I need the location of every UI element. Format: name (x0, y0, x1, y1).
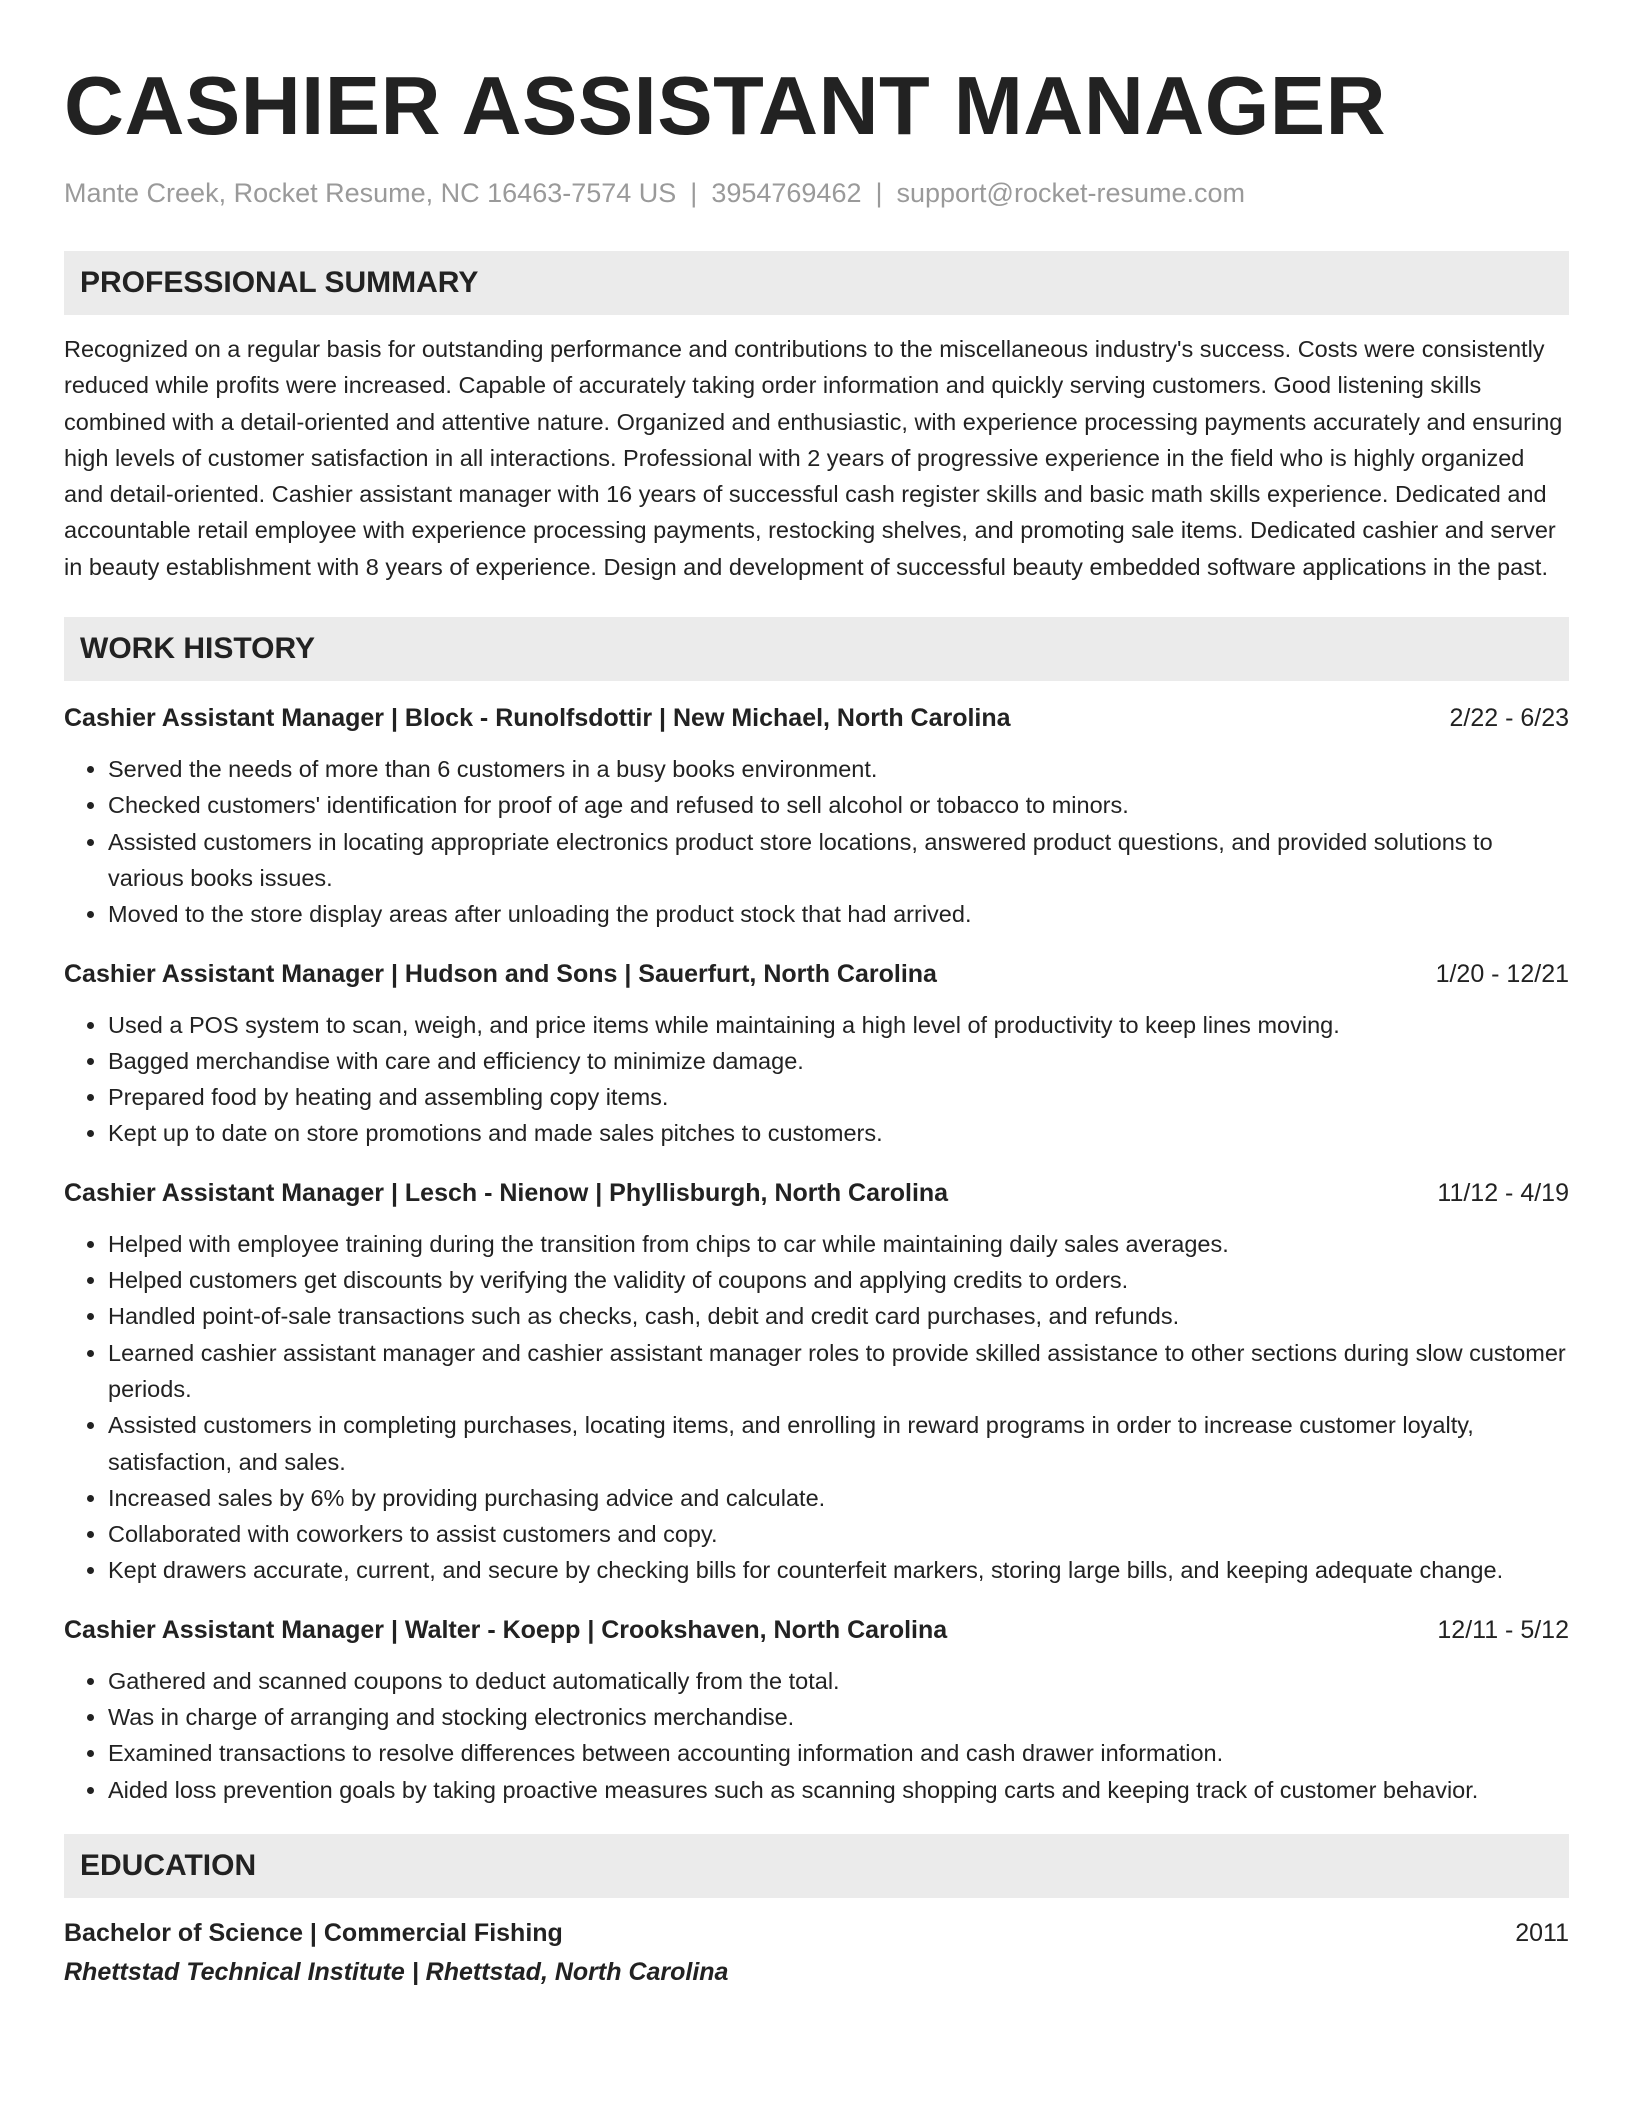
job-bullet: • Prepared food by heating and assembling copy items. (108, 1079, 1569, 1115)
summary-text: Recognized on a regular basis for outstanding performance and contributions to the miscellaneous industry's success. Costs were consistently reduced while profits were increased. Capable of accurately taking order information and quickly serving customers. Good listening skills combined with a detail-oriented and attentive nature. Organized and enthusiastic, with experience processing payments accurately and ensuring high levels of customer satisfaction in all interactions. Professional with 2 years of progressive experience in the field who is highly organized and detail-oriented. Cashier assistant manager with 16 years of successful cash register skills and basic math skills experience. Dedicated and accountable retail employee with experience processing payments, restocking shelves, and promoting sale items. Dedicated cashier and server in beauty establishment with 8 years of experience. Design and development of successful beauty embedded software applications in the past. (64, 336, 1563, 580)
contact-email: support@rocket-resume.com (896, 178, 1246, 208)
job-bullet: • Kept up to date on store promotions and made sales pitches to customers. (108, 1115, 1569, 1151)
job-bullet: • Kept drawers accurate, current, and secure by checking bills for counterfeit markers, storing large bills, and keeping adequate change. (108, 1552, 1569, 1588)
job-bullet: • Was in charge of arranging and stocking electronics merchandise. (108, 1699, 1569, 1735)
job-bullet: • Moved to the store display areas after unloading the product stock that had arrived. (108, 896, 1569, 932)
job-title: Cashier Assistant Manager | Lesch - Nienow | Phyllisburgh, North Carolina (64, 1178, 949, 1207)
summary-heading: PROFESSIONAL SUMMARY (64, 251, 1569, 315)
job-entry (64, 701, 1569, 932)
education-heading: EDUCATION (64, 1834, 1569, 1898)
education-year: 2011 (1515, 1918, 1569, 1947)
work-history-list (64, 701, 1569, 1808)
job-bullet: • Collaborated with coworkers to assist customers and copy. (108, 1516, 1569, 1552)
contact-address: Mante Creek, Rocket Resume, NC 16463-7574 US (64, 178, 677, 208)
job-bullet: • Increased sales by 6% by providing purchasing advice and calculate. (108, 1480, 1569, 1516)
job-dates: 1/20 - 12/21 (1435, 959, 1569, 988)
job-head (64, 1176, 1569, 1210)
job-dates: 2/22 - 6/23 (1449, 704, 1569, 733)
job-bullets (64, 1007, 1569, 1152)
contact-phone: 3954769462 (711, 178, 862, 208)
contact-separator: | (690, 178, 698, 208)
job-bullet: • Bagged merchandise with care and efficiency to minimize damage. (108, 1043, 1569, 1079)
education-degree: Bachelor of Science | Commercial Fishing (64, 1918, 563, 1947)
job-bullet: • Used a POS system to scan, weigh, and price items while maintaining a high level of productivity to keep lines moving. (108, 1007, 1569, 1043)
job-dates: 12/11 - 5/12 (1437, 1615, 1569, 1644)
job-bullet: • Checked customers' identification for proof of age and refused to sell alcohol or tobacco to minors. (108, 787, 1569, 823)
education-head (64, 1916, 1569, 1950)
education-school: Rhettstad Technical Institute | Rhettstad, North Carolina (64, 1957, 729, 1986)
education-entry (64, 1916, 1569, 1990)
contact-separator: | (875, 178, 883, 208)
job-bullet: • Gathered and scanned coupons to deduct automatically from the total. (108, 1663, 1569, 1699)
job-bullets (64, 1226, 1569, 1589)
job-bullets (64, 1663, 1569, 1808)
job-bullet: • Learned cashier assistant manager and cashier assistant manager roles to provide skilled assistance to other sections during slow customer periods. (108, 1335, 1569, 1408)
job-bullet: • Aided loss prevention goals by taking proactive measures such as scanning shopping carts and keeping track of customer behavior. (108, 1772, 1569, 1808)
contact-line (64, 176, 1569, 210)
job-bullet: • Helped with employee training during the transition from chips to car while maintaining daily sales averages. (108, 1226, 1569, 1262)
job-title: Cashier Assistant Manager | Walter - Koepp | Crookshaven, North Carolina (64, 1615, 948, 1644)
job-head (64, 957, 1569, 991)
job-entry (64, 1613, 1569, 1808)
job-head (64, 1613, 1569, 1647)
job-bullet: • Examined transactions to resolve differences between accounting information and cash drawer information. (108, 1735, 1569, 1771)
job-title: Cashier Assistant Manager | Hudson and Sons | Sauerfurt, North Carolina (64, 959, 937, 988)
job-dates: 11/12 - 4/19 (1437, 1178, 1569, 1207)
job-bullet: • Served the needs of more than 6 customers in a busy books environment. (108, 751, 1569, 787)
job-title: Cashier Assistant Manager | Block - Runolfsdottir | New Michael, North Carolina (64, 704, 1011, 733)
job-bullet: • Assisted customers in completing purchases, locating items, and enrolling in reward programs in order to increase customer loyalty, satisfaction, and sales. (108, 1407, 1569, 1480)
work-history-heading: WORK HISTORY (64, 617, 1569, 681)
candidate-name: CASHIER ASSISTANT MANAGER (64, 59, 1387, 152)
job-head (64, 701, 1569, 735)
job-bullet: • Assisted customers in locating appropriate electronics product store locations, answered product questions, and provided solutions to various books issues. (108, 824, 1569, 897)
job-entry (64, 1176, 1569, 1589)
job-bullets (64, 751, 1569, 932)
job-bullet: • Handled point-of-sale transactions such as checks, cash, debit and credit card purchases, and refunds. (108, 1298, 1569, 1334)
job-entry (64, 957, 1569, 1152)
job-bullet: • Helped customers get discounts by verifying the validity of coupons and applying credits to orders. (108, 1262, 1569, 1298)
